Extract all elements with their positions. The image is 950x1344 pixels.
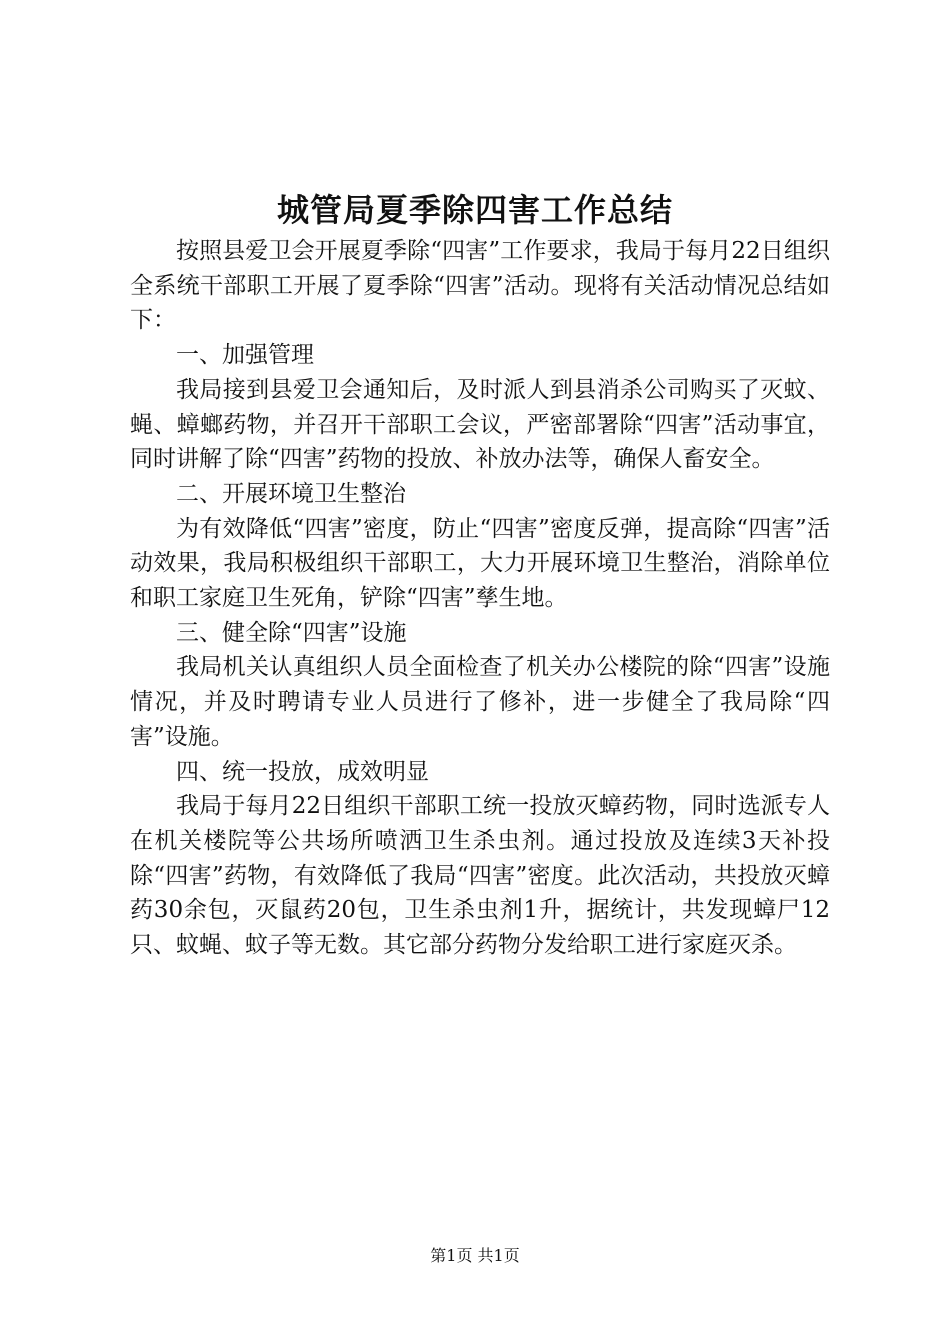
document-body xyxy=(130,234,830,963)
page-footer: 第1页 共1页 xyxy=(430,1246,520,1265)
section-heading-3: 三、健全除“四害”设施 xyxy=(176,619,407,646)
section-heading-2: 二、开展环境卫生整治 xyxy=(176,480,406,507)
document-title: 城管局夏季除四害工作总结 xyxy=(276,191,673,229)
section-heading-1: 一、加强管理 xyxy=(176,342,314,369)
section-paragraph-3: 我局机关认真组织人员全面检查了机关办公楼院的除“四害”设施情况，并及时聘请专业人员进行了修补，进一步健全了我局除“四害”设施。 xyxy=(130,654,830,750)
section-paragraph-4: 我局于每月22日组织干部职工统一投放灭蟑药物，同时选派专人在机关楼院等公共场所喷洒卫生杀虫剂。通过投放及连续3天补投除“四害”药物，有效降低了我局“四害”密度。此次活动，共投放灭蟑药30余包，灭鼠药20包，卫生杀虫剂1升，据统计，共发现蟑尸12只、蚊蝇、蚊子等无数。其它部分药物分发给职工进行家庭灭杀。 xyxy=(130,793,830,959)
section-paragraph-1: 我局接到县爱卫会通知后，及时派人到县消杀公司购买了灭蚊、蝇、蟑螂药物，并召开干部职工会议，严密部署除“四害”活动事宜，同时讲解了除“四害”药物的投放、补放办法等，确保人畜安全。 xyxy=(130,376,830,473)
intro-paragraph: 按照县爱卫会开展夏季除“四害”工作要求，我局于每月22日组织全系统干部职工开展了夏季除“四害”活动。现将有关活动情况总结如下： xyxy=(130,238,830,334)
section-heading-4: 四、统一投放，成效明显 xyxy=(176,758,429,785)
section-paragraph-2: 为有效降低“四害”密度，防止“四害”密度反弹，提高除“四害”活动效果，我局积极组织干部职工，大力开展环境卫生整治，消除单位和职工家庭卫生死角，铲除“四害”孳生地。 xyxy=(130,515,830,612)
